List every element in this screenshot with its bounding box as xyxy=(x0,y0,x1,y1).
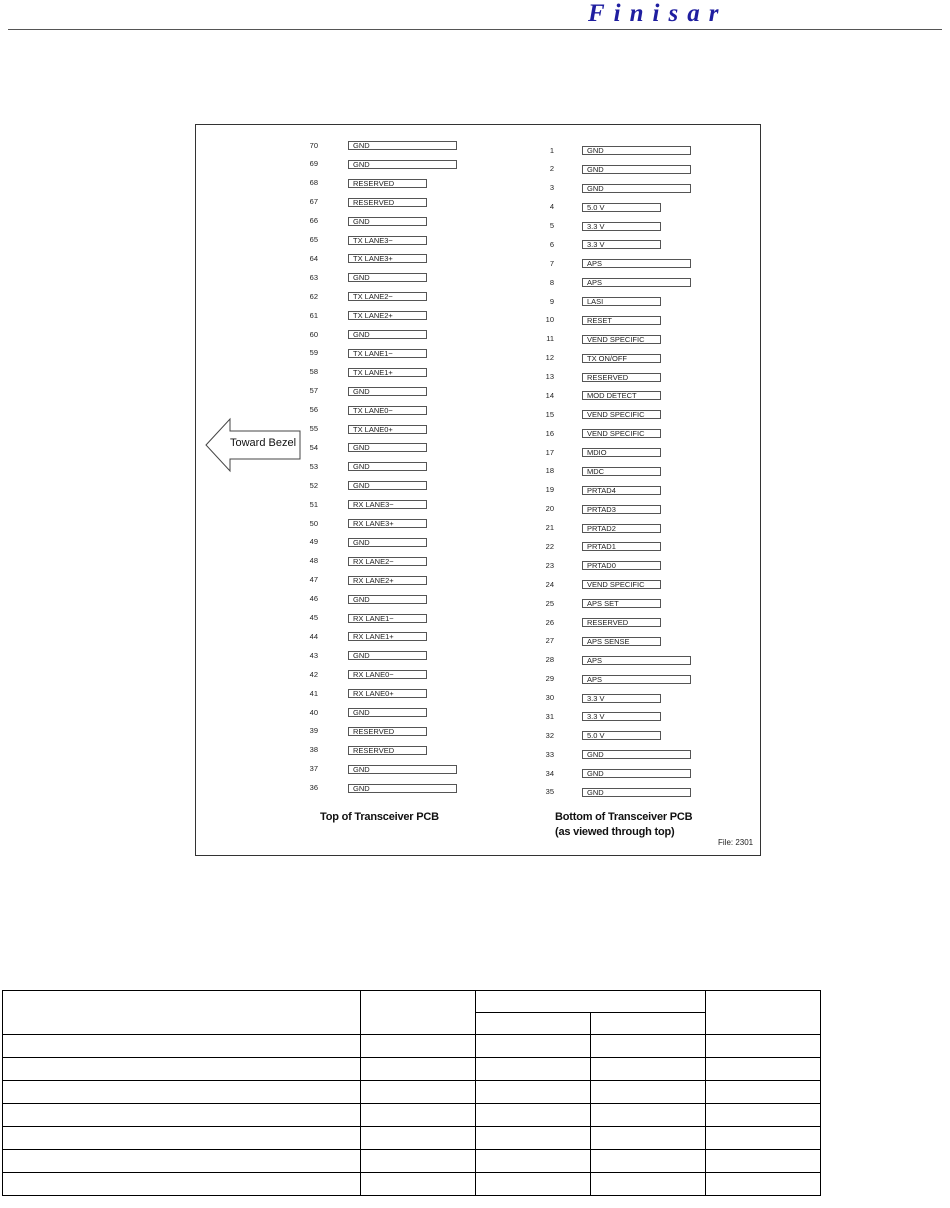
table-cell xyxy=(476,991,706,1013)
pin-number: 1 xyxy=(549,145,554,155)
pin-number: 13 xyxy=(545,372,554,382)
pin-label-box: GND xyxy=(348,330,427,339)
pin-label-box: APS SET xyxy=(582,599,661,608)
pin-number: 64 xyxy=(309,253,318,263)
table-cell xyxy=(706,1035,821,1058)
pin-label-box: 3.3 V xyxy=(582,222,661,231)
pin-number: 17 xyxy=(545,447,554,457)
pin-label-box: LASI xyxy=(582,297,661,306)
pin-number: 59 xyxy=(309,348,318,358)
pin-label-box: TX LANE0+ xyxy=(348,425,427,434)
pin-number: 20 xyxy=(545,504,554,514)
pin-label-box: GND xyxy=(582,184,691,193)
pin-label-box: RESERVED xyxy=(582,373,661,382)
pin-label-box: RX LANE2− xyxy=(348,557,427,566)
pin-label-box: RX LANE0− xyxy=(348,670,427,679)
pin-number: 55 xyxy=(309,424,318,433)
pin-number: 53 xyxy=(309,461,318,471)
pin-number: 65 xyxy=(309,235,318,244)
pin-label-box: 5.0 V xyxy=(582,731,661,740)
pin-number: 37 xyxy=(309,764,318,774)
pin-label-box: RESERVED xyxy=(348,198,427,207)
pin-number: 14 xyxy=(545,390,554,400)
pin-label-box: GND xyxy=(582,146,691,155)
pin-number: 56 xyxy=(309,405,318,415)
pin-number: 6 xyxy=(549,239,554,249)
pin-number: 40 xyxy=(309,707,318,717)
table-row xyxy=(3,1104,821,1127)
pin-label-box: RESERVED xyxy=(582,618,661,627)
table-cell xyxy=(591,1058,706,1081)
table-cell xyxy=(706,1058,821,1081)
table-cell xyxy=(3,1104,361,1127)
pin-label-box: MOD DETECT xyxy=(582,391,661,400)
pin-number: 31 xyxy=(545,711,554,721)
pin-label-box: APS xyxy=(582,656,691,665)
pin-number: 52 xyxy=(309,480,318,490)
pin-label-box: GND xyxy=(348,708,427,717)
pin-label-box: PRTAD2 xyxy=(582,524,661,533)
table-cell xyxy=(361,1081,476,1104)
top-caption: Top of Transceiver PCB xyxy=(320,811,439,823)
pin-number: 51 xyxy=(309,499,318,509)
pin-number: 58 xyxy=(309,367,318,377)
table-cell xyxy=(3,1173,361,1196)
pin-number: 36 xyxy=(309,783,318,793)
table-cell xyxy=(3,1058,361,1081)
table-cell xyxy=(361,1127,476,1150)
table-cell xyxy=(476,1150,591,1173)
table-row xyxy=(3,1173,821,1196)
table-row xyxy=(3,1058,821,1081)
table-cell xyxy=(706,1150,821,1173)
table-cell xyxy=(476,1173,591,1196)
table-cell xyxy=(361,1058,476,1081)
pin-label-box: GND xyxy=(348,443,427,452)
pin-label-box: 3.3 V xyxy=(582,712,661,721)
pin-number: 27 xyxy=(545,636,554,646)
finisar-logo: Finisar xyxy=(588,0,728,27)
pin-number: 44 xyxy=(309,631,318,641)
pin-label-box: PRTAD3 xyxy=(582,505,661,514)
pin-label-box: GND xyxy=(348,784,457,793)
pin-number: 33 xyxy=(545,749,554,759)
table-cell xyxy=(361,1035,476,1058)
pin-label-box: VEND SPECIFIC xyxy=(582,335,661,344)
pin-label-box: TX LANE1+ xyxy=(348,368,427,377)
pin-number: 3 xyxy=(549,183,554,193)
pin-label-box: RX LANE1− xyxy=(348,614,427,623)
pin-label-box: PRTAD4 xyxy=(582,486,661,495)
pin-label-box: GND xyxy=(348,481,427,490)
table-cell xyxy=(476,1104,591,1127)
pin-label-box: TX LANE2− xyxy=(348,292,427,301)
pin-label-box: GND xyxy=(348,765,457,774)
pin-label-box: GND xyxy=(348,141,457,150)
pin-label-box: VEND SPECIFIC xyxy=(582,410,661,419)
pin-label-box: GND xyxy=(582,750,691,759)
spec-table xyxy=(2,990,821,1196)
pin-number: 9 xyxy=(549,296,554,306)
pin-label-box: APS xyxy=(582,278,691,287)
table-row xyxy=(3,1150,821,1173)
pin-number: 7 xyxy=(549,258,554,268)
spec-table-wrap xyxy=(2,990,821,1196)
table-cell xyxy=(706,1173,821,1196)
table-cell xyxy=(476,1081,591,1104)
pin-number: 63 xyxy=(309,272,318,282)
pin-number: 57 xyxy=(309,386,318,396)
pin-number: 67 xyxy=(309,197,318,207)
table-cell xyxy=(361,1173,476,1196)
table-cell xyxy=(591,1127,706,1150)
pin-number: 29 xyxy=(545,674,554,684)
pin-number: 12 xyxy=(545,353,554,363)
pin-number: 35 xyxy=(545,787,554,797)
pin-label-box: GND xyxy=(348,538,427,547)
pin-number: 4 xyxy=(549,202,554,212)
table-cell xyxy=(3,991,361,1035)
pin-label-box: TX LANE1− xyxy=(348,349,427,358)
table-cell xyxy=(706,1104,821,1127)
table-cell xyxy=(361,1104,476,1127)
pin-number: 15 xyxy=(545,409,554,419)
table-cell xyxy=(591,1081,706,1104)
table-cell xyxy=(591,1150,706,1173)
pin-number: 66 xyxy=(309,216,318,226)
pin-number: 23 xyxy=(545,560,554,570)
table-cell xyxy=(3,1081,361,1104)
pin-label-box: TX LANE0− xyxy=(348,406,427,415)
pin-label-box: RESERVED xyxy=(348,727,427,736)
pin-label-box: GND xyxy=(582,165,691,174)
pin-number: 16 xyxy=(545,428,554,438)
pin-label-box: GND xyxy=(348,273,427,282)
table-cell xyxy=(361,1150,476,1173)
table-row xyxy=(3,1081,821,1104)
pin-number: 30 xyxy=(545,693,554,703)
pin-number: 49 xyxy=(309,537,318,547)
pin-label-box: PRTAD1 xyxy=(582,542,661,551)
pin-number: 18 xyxy=(545,466,554,476)
table-cell xyxy=(3,1035,361,1058)
pin-number: 43 xyxy=(309,650,318,660)
pin-label-box: RX LANE3+ xyxy=(348,519,427,528)
pin-number: 61 xyxy=(309,310,318,320)
pin-label-box: VEND SPECIFIC xyxy=(582,580,661,589)
pin-number: 38 xyxy=(309,745,318,755)
pin-number: 46 xyxy=(309,594,318,604)
pin-label-box: RESET xyxy=(582,316,661,325)
pin-number: 25 xyxy=(545,598,554,608)
table-row xyxy=(3,1127,821,1150)
pin-number: 60 xyxy=(309,329,318,339)
pin-label-box: VEND SPECIFIC xyxy=(582,429,661,438)
pin-number: 34 xyxy=(545,768,554,778)
pin-number: 24 xyxy=(545,579,554,589)
pin-number: 54 xyxy=(309,442,318,452)
pin-label-box: RX LANE3− xyxy=(348,500,427,509)
pin-number: 68 xyxy=(309,178,318,188)
pin-label-box: GND xyxy=(582,769,691,778)
pin-label-box: RX LANE2+ xyxy=(348,576,427,585)
pin-label-box: GND xyxy=(348,462,427,471)
pin-number: 42 xyxy=(309,669,318,679)
table-cell xyxy=(591,1013,706,1035)
pin-number: 39 xyxy=(309,726,318,736)
pin-number: 11 xyxy=(546,334,554,344)
pin-number: 19 xyxy=(545,485,554,495)
table-cell xyxy=(706,1081,821,1104)
pin-number: 50 xyxy=(309,518,318,528)
pin-label-box: 3.3 V xyxy=(582,240,661,249)
pin-number: 70 xyxy=(309,140,318,150)
pin-label-box: 3.3 V xyxy=(582,694,661,703)
pin-label-box: PRTAD0 xyxy=(582,561,661,570)
pin-number: 22 xyxy=(545,541,554,551)
pin-number: 45 xyxy=(309,613,318,622)
pin-number: 28 xyxy=(545,655,554,665)
table-cell xyxy=(706,1127,821,1150)
pin-number: 8 xyxy=(549,277,554,287)
table-body xyxy=(3,1035,821,1196)
pin-label-box: MDC xyxy=(582,467,661,476)
pin-label-box: GND xyxy=(582,788,691,797)
header-rule xyxy=(8,29,942,30)
pin-label-box: APS xyxy=(582,259,691,268)
pin-number: 32 xyxy=(545,730,554,740)
pin-label-box: RESERVED xyxy=(348,179,427,188)
pin-label-box: GND xyxy=(348,595,427,604)
pin-number: 48 xyxy=(309,556,318,566)
pin-number: 26 xyxy=(545,617,554,627)
bottom-caption-note: (as viewed through top) xyxy=(555,826,675,838)
table-cell xyxy=(3,1127,361,1150)
table-cell xyxy=(3,1150,361,1173)
pin-label-box: APS SENSE xyxy=(582,637,661,646)
pin-number: 69 xyxy=(309,159,318,169)
table-cell xyxy=(591,1104,706,1127)
pin-label-box: GND xyxy=(348,651,427,660)
table-cell xyxy=(591,1173,706,1196)
table-cell xyxy=(476,1035,591,1058)
table-cell xyxy=(476,1127,591,1150)
table-cell xyxy=(476,1013,591,1035)
pin-label-box: GND xyxy=(348,387,427,396)
pin-label-box: TX LANE2+ xyxy=(348,311,427,320)
toward-bezel-arrow xyxy=(204,417,304,473)
arrow-label: Toward Bezel xyxy=(230,437,297,449)
pin-number: 47 xyxy=(309,575,318,585)
table-cell xyxy=(591,1035,706,1058)
pin-number: 2 xyxy=(549,164,554,174)
pin-number: 10 xyxy=(545,315,554,325)
table-row xyxy=(3,1035,821,1058)
pin-label-box: TX ON/OFF xyxy=(582,354,661,363)
file-label: File: 2301 xyxy=(718,838,754,847)
table-cell xyxy=(361,991,476,1035)
pin-number: 62 xyxy=(309,291,318,301)
pin-label-box: MDIO xyxy=(582,448,661,457)
pin-number: 5 xyxy=(549,221,554,231)
pin-label-box: GND xyxy=(348,217,427,226)
pin-number: 21 xyxy=(545,523,554,533)
pin-label-box: RESERVED xyxy=(348,746,427,755)
pin-label-box: RX LANE1+ xyxy=(348,632,427,641)
bottom-caption: Bottom of Transceiver PCB xyxy=(555,811,693,823)
pin-label-box: 5.0 V xyxy=(582,203,661,212)
pin-label-box: APS xyxy=(582,675,691,684)
pin-label-box: TX LANE3+ xyxy=(348,254,427,263)
table-cell xyxy=(476,1058,591,1081)
table-header-row xyxy=(3,991,821,1013)
pin-label-box: RX LANE0+ xyxy=(348,689,427,698)
pin-number: 41 xyxy=(309,688,318,698)
pin-label-box: TX LANE3− xyxy=(348,236,427,245)
pinout-diagram xyxy=(195,124,761,856)
pin-label-box: GND xyxy=(348,160,457,169)
table-cell xyxy=(706,991,821,1035)
